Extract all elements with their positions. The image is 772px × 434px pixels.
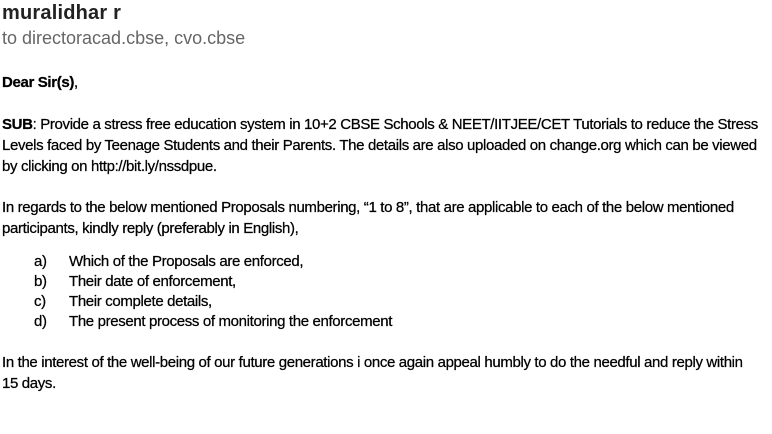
recipients-line[interactable]: to directoracad.cbse, cvo.cbse — [2, 28, 246, 48]
request-list — [2, 252, 762, 332]
list-item — [2, 272, 762, 292]
greeting-punctuation: , — [74, 74, 78, 91]
list-item — [2, 292, 762, 312]
list-item-text: Their date of enforcement, — [69, 273, 236, 290]
greeting — [2, 72, 762, 93]
email-header — [2, 1, 245, 50]
list-item-text: The present process of monitoring the enforcement — [69, 313, 393, 330]
subject-paragraph — [2, 114, 762, 177]
list-item — [2, 312, 762, 332]
regards-paragraph: In regards to the below mentioned Proposals numbering, “1 to 8”, that are applicable to each of the below mentioned participants, kindly reply (preferably in English), — [2, 199, 734, 237]
list-marker: a) — [34, 253, 47, 270]
list-item — [2, 252, 762, 272]
sender-name[interactable]: muralidhar r — [2, 2, 122, 24]
email-body — [2, 72, 762, 394]
list-item-text: Which of the Proposals are enforced, — [69, 253, 304, 270]
list-item-text: Their complete details, — [69, 293, 212, 310]
list-marker: d) — [34, 313, 47, 330]
list-marker: b) — [34, 273, 47, 290]
subject-label: SUB — [2, 116, 33, 133]
subject-text: : Provide a stress free education system in 10+2 CBSE Schools & NEET/IITJEE/CET Tutorials to reduce the Stress Levels faced by Teenage Students and their Parents. The details are also uploaded on change.org which can be viewed by clicking on http://bit.ly/nssdpue. — [2, 116, 758, 175]
list-marker: c) — [34, 293, 46, 310]
greeting-text: Dear Sir(s) — [2, 74, 75, 91]
closing-paragraph: In the interest of the well-being of our future generations i once again appeal humbly to do the needful and reply within 15 days. — [2, 354, 743, 392]
